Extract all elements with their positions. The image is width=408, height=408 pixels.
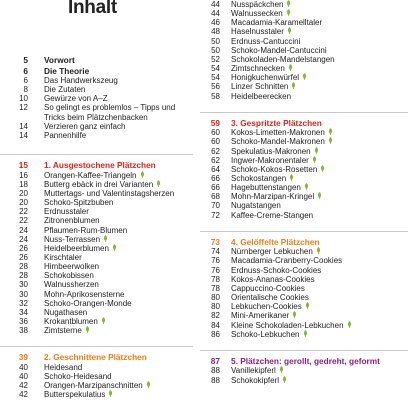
toc-entry-nusspäckchen	[200, 0, 408, 9]
entry-title: Nürnberger Lebkuchen	[231, 247, 313, 257]
entry-title: Zimtsterne	[44, 326, 82, 336]
page-number: 26	[19, 243, 28, 253]
page-number: 14	[19, 121, 28, 131]
page-number: 62	[211, 146, 220, 156]
page-number: 60	[211, 137, 220, 147]
leaf-icon	[286, 0, 291, 7]
toc-entry-walnussecken	[200, 9, 408, 18]
toc-entry-orientalische-cookies	[200, 293, 408, 302]
leaf-icon	[288, 64, 293, 71]
entry-title: Walnussherzen	[44, 280, 99, 290]
entry-title: Mohn-Marzipan-Kringel	[231, 192, 315, 202]
toc-entry-heidelbeerblumen	[0, 244, 193, 253]
toc-entry-himbeerwolken	[0, 262, 193, 271]
page-number: 16	[19, 170, 28, 180]
toc-entry-kleine-schokoladen-lebkuchen	[200, 321, 408, 330]
page-number: 88	[211, 366, 220, 376]
page-number: 22	[19, 216, 28, 226]
entry-title: Cappuccino-Cookies	[231, 283, 305, 293]
entry-title: Butterspekulatius	[44, 390, 106, 400]
page-number: 14	[19, 130, 28, 140]
page-number: 18	[19, 179, 28, 189]
page-number: 26	[19, 253, 28, 262]
entry-title: Verzieren ganz einfach	[44, 121, 126, 131]
leaf-icon	[347, 321, 352, 328]
entry-title: Schoko-Orangen-Monde	[44, 298, 132, 308]
toc-entry-das-handwerkszeug	[0, 76, 193, 85]
entry-title: Kokos-Limetten-Makronen	[231, 128, 325, 138]
page-number: 28	[19, 262, 28, 272]
leaf-icon	[103, 235, 108, 242]
toc-entry-schoko-kokos-rosetten	[200, 165, 408, 174]
toc-entry-schokobissen	[0, 271, 193, 280]
leaf-icon	[289, 174, 294, 181]
entry-title: Erdnuss-Schoko-Cookies	[231, 265, 322, 275]
toc-entry-nugathasen	[0, 308, 193, 317]
toc-entry-walnussherzen	[0, 280, 193, 289]
toc-entry-schoko-spitzbuben	[0, 198, 193, 207]
page-number: 10	[19, 94, 28, 104]
leaf-icon	[304, 183, 309, 190]
page-number: 54	[211, 64, 220, 74]
chapter-heading-1-ausgestochene-plätzchen	[0, 154, 193, 171]
page-number: 8	[23, 85, 28, 95]
leaf-icon	[314, 147, 319, 154]
toc-entry-muttertags-und-valentinstagsherzen	[0, 189, 193, 198]
toc-entry-butterspekulatius	[0, 390, 193, 399]
entry-title: Hagebuttenstangen	[231, 183, 301, 193]
leaf-icon	[286, 9, 291, 16]
page-number: 6	[23, 76, 28, 85]
leaf-icon	[302, 73, 307, 80]
leaf-icon	[282, 376, 287, 383]
entry-title: Das Handwerkszeug	[44, 76, 118, 85]
entry-title: Heidelbeerblumen	[44, 243, 109, 253]
toc-entry-kirschtaler	[0, 253, 193, 262]
entry-title: Kirschtaler	[44, 253, 82, 262]
page-number: 68	[211, 192, 220, 202]
toc-entry-schokostangen	[200, 174, 408, 183]
page-number: 12	[19, 103, 28, 113]
entry-title: Himbeerwolken	[44, 262, 100, 272]
page-number: 30	[19, 289, 28, 299]
chapter-heading-4-gelöffelte-plätzchen	[200, 231, 408, 248]
chapter-heading-2-geschnittene-plätzchen	[0, 346, 193, 363]
entry-title: 2. Geschnittene Plätzchen	[44, 352, 147, 363]
leaf-icon	[279, 366, 284, 373]
entry-title: Kokos-Ananas-Cookies	[231, 274, 315, 284]
entry-title: Schoko-Spitzbuben	[44, 198, 114, 208]
entry-title: Spekulatius-Makronen	[231, 146, 311, 156]
toc-entry-mohn-aprikosensterne	[0, 290, 193, 299]
page-number: 58	[211, 91, 220, 101]
entry-title: Mohn-Aprikosensterne	[44, 289, 125, 299]
entry-title: Orientalische Cookies	[231, 293, 309, 303]
toc-entry-schokokipferl	[200, 376, 408, 385]
leaf-icon	[292, 311, 297, 318]
toc-entry-orangen-marzipanschnitten	[0, 381, 193, 390]
leaf-icon	[101, 317, 106, 324]
entry-title: So gelingt es problemlos – Tipps und Tricks beim Plätzchenbacken	[44, 103, 176, 122]
entry-title: Schokobissen	[44, 271, 94, 281]
toc-entry-linzer-schnitten	[200, 82, 408, 91]
toc-entry-heidelbeerecken	[200, 92, 408, 101]
page-number: 20	[19, 188, 28, 198]
leaf-icon	[140, 171, 145, 178]
page-number: 28	[19, 271, 28, 281]
toc-entry-schoko-mandel-cantuccini	[200, 46, 408, 55]
toc-entry-ingwer-makronentaler	[200, 156, 408, 165]
toc-entry-nürnberger-lebkuchen	[200, 247, 408, 256]
entry-title: Kaffee-Creme-Stangen	[231, 210, 314, 220]
page-number: 40	[19, 372, 28, 382]
entry-title: Schoko-Kokos-Rosetten	[231, 164, 318, 174]
entry-title: 1. Ausgestochene Plätzchen	[44, 160, 156, 171]
toc-entry-cappuccino-cookies	[200, 284, 408, 293]
toc-entry-mini-amerikaner	[200, 311, 408, 320]
page-number: 44	[211, 9, 220, 19]
page-number: 66	[211, 174, 220, 183]
toc-entry-kaffee-creme-stangen	[200, 211, 408, 220]
toc-entry-schoko-orangen-monde	[0, 299, 193, 308]
page-number: 70	[211, 201, 220, 211]
page-number: 62	[211, 155, 220, 165]
toc-entry-die-zutaten	[0, 85, 193, 94]
toc-entry-erdnusstaler	[0, 207, 193, 216]
page-number: 40	[19, 362, 28, 372]
leaf-icon	[303, 330, 308, 337]
chapter-heading-5-plätzchen-gerollt-gedreht-geformt	[200, 350, 408, 367]
entry-title: Schokoladen-Mandelstangen	[231, 54, 335, 64]
toc-entry-erdnuss-cantuccini	[200, 37, 408, 46]
leaf-icon	[328, 128, 333, 135]
leaf-icon	[85, 326, 90, 333]
entry-title: Nugatstangen	[231, 201, 281, 211]
entry-title: Nuss-Terrassen	[44, 234, 101, 244]
toc-entry-nuss-terrassen	[0, 235, 193, 244]
toc-entry-erdnuss-schoko-cookies	[200, 266, 408, 275]
leaf-icon	[312, 156, 317, 163]
entry-title: Schokostangen	[231, 174, 287, 183]
toc-entry-nugatstangen	[200, 201, 408, 210]
toc-entry-schoko-heidesand	[0, 372, 193, 381]
entry-title: Butterg ebäck in drei Varianten	[44, 179, 154, 189]
toc-entry-heidesand	[0, 363, 193, 372]
page-number: 59	[210, 117, 220, 128]
toc-entry-macadamia-karamelltaler	[200, 18, 408, 27]
leaf-icon	[146, 381, 151, 388]
leaf-icon	[320, 165, 325, 172]
leaf-icon	[328, 137, 333, 144]
page-number: 20	[19, 198, 28, 208]
page-number: 76	[211, 256, 220, 266]
page-number: 24	[19, 234, 28, 244]
page-number: 15	[18, 160, 28, 171]
toc-entry-butterg-ebäck-in-drei-varianten	[0, 180, 193, 189]
page-number: 6	[23, 65, 28, 76]
toc-entry-zimtschnecken	[200, 64, 408, 73]
entry-title: Schoko-Heidesand	[44, 372, 112, 382]
entry-title: Gewürze von A–Z	[44, 94, 108, 104]
toc-entry-pflaumen-rum-blumen	[0, 226, 193, 235]
entry-title: Zimtschnecken	[231, 64, 285, 74]
page-number: 80	[211, 302, 220, 312]
entry-title: Vorwort	[44, 55, 75, 65]
toc-entry-so-gelingt-es-problemlos-tipps-und-tricks-beim-plätzchenbacken	[0, 103, 193, 121]
toc-entry-haselnusstaler	[200, 27, 408, 36]
entry-title: Pannenhilfe	[44, 130, 87, 140]
toc-entry-vanillekipferl	[200, 366, 408, 375]
page-number: 73	[210, 236, 220, 247]
entry-title: Macadamia-Cranberry-Cookies	[231, 256, 343, 266]
page-number: 60	[211, 128, 220, 138]
toc-entry-kokos-limetten-makronen	[200, 128, 408, 137]
toc-entry-schokoladen-mandelstangen	[200, 55, 408, 64]
entry-title: 3. Gespritzte Plätzchen	[231, 117, 322, 128]
entry-title: Walnussecken	[231, 9, 283, 19]
toc-entry-krokantblumen	[0, 317, 193, 326]
entry-title: Vanillekipferl	[231, 366, 276, 376]
toc-entry-spekulatius-makronen	[200, 147, 408, 156]
toc-entry-vorwort	[0, 55, 193, 66]
toc-entry-schoko-lebkuchen	[200, 330, 408, 339]
page-number: 30	[19, 280, 28, 290]
toc-entry-gewürze-von-a-z	[0, 94, 193, 103]
entry-title: Pflaumen-Rum-Blumen	[44, 225, 128, 235]
page-number: 38	[19, 326, 28, 336]
leaf-icon	[291, 82, 296, 89]
leaf-icon	[108, 390, 113, 397]
toc-entry-orangen-kaffee-triangeln	[0, 171, 193, 180]
entry-title: Muttertags- und Valentinstagsherzen	[44, 188, 175, 198]
entry-title: 5. Plätzchen: gerollt, gedreht, geformt	[231, 355, 380, 366]
entry-title: Linzer Schnitten	[231, 82, 289, 92]
leaf-icon	[305, 302, 310, 309]
page-number: 82	[211, 311, 220, 321]
page-number: 64	[211, 164, 220, 174]
leaf-icon	[287, 27, 292, 34]
entry-title: Mini-Amerikaner	[231, 311, 290, 321]
toc-entry-verzieren-ganz-einfach	[0, 122, 193, 131]
toc-entry-lebkuchen-cookies	[200, 302, 408, 311]
page-number: 72	[211, 210, 220, 220]
toc-entry-pannenhilfe	[0, 131, 193, 140]
page-number: 88	[211, 375, 220, 385]
toc-entry-hagebuttenstangen	[200, 183, 408, 192]
page-number: 80	[211, 293, 220, 303]
entry-title: Erdnuss-Cantuccini	[231, 36, 301, 46]
entry-title: Haselnusstaler	[231, 27, 284, 37]
entry-title: Zitronenblumen	[44, 216, 100, 226]
entry-title: Schoko-Mandel-Makronen	[231, 137, 325, 147]
leaf-icon	[316, 247, 321, 254]
entry-title: Heidelbeerecken	[231, 91, 292, 101]
page-number: 5	[23, 55, 28, 65]
page-number: 50	[211, 45, 220, 55]
page-number: 74	[211, 247, 220, 257]
toc-entry-zimtsterne	[0, 326, 193, 335]
toc-entry-macadamia-cranberry-cookies	[200, 256, 408, 265]
page-number: 50	[211, 36, 220, 46]
page-number: 78	[211, 274, 220, 284]
page-number: 39	[18, 352, 28, 363]
entry-title: Schoko-Mandel-Cantuccini	[231, 45, 327, 55]
page-number: 56	[211, 82, 220, 92]
page-number: 48	[211, 27, 220, 37]
page-number: 66	[211, 183, 220, 193]
entry-title: Die Zutaten	[44, 85, 86, 95]
page-number: 46	[211, 18, 220, 28]
entry-title: Nugathasen	[44, 307, 88, 317]
entry-title: Schoko-Lebkuchen	[231, 329, 300, 339]
page-number: 87	[210, 355, 220, 366]
page-number: 84	[211, 320, 220, 330]
entry-title: Macadamia-Karamelltaler	[231, 18, 323, 28]
toc-entry-kokos-ananas-cookies	[200, 275, 408, 284]
leaf-icon	[112, 244, 117, 251]
entry-title: Lebkuchen-Cookies	[231, 302, 302, 312]
entry-title: Orangen-Marzipanschnitten	[44, 381, 143, 391]
page-title: Inhalt	[68, 0, 117, 18]
leaf-icon	[317, 192, 322, 199]
entry-title: Nusspäckchen	[231, 0, 284, 9]
page-number: 32	[19, 298, 28, 308]
page-number: 54	[211, 73, 220, 83]
entry-title: Honigkuchenwürfel	[231, 73, 300, 83]
page-number: 24	[19, 225, 28, 235]
page-number: 44	[211, 0, 220, 9]
toc-entry-zitronenblumen	[0, 216, 193, 225]
toc-entry-schoko-mandel-makronen	[200, 137, 408, 146]
page-number: 36	[19, 317, 28, 327]
entry-title: Heidesand	[44, 362, 83, 372]
page-number: 52	[211, 54, 220, 64]
page-number: 78	[211, 283, 220, 293]
entry-title: 4. Gelöffelte Plätzchen	[231, 236, 320, 247]
entry-title: Kleine Schokoladen-Lebkuchen	[231, 320, 344, 330]
page-number: 42	[19, 390, 28, 400]
chapter-heading-3-gespritzte-plätzchen	[200, 112, 408, 129]
toc-entry-die-theorie	[0, 66, 193, 77]
entry-title: Schokokipferl	[231, 375, 280, 385]
entry-title: Krokantblumen	[44, 317, 98, 327]
entry-title: Ingwer-Makronentaler	[231, 155, 309, 165]
entry-title: Erdnusstaler	[44, 207, 89, 217]
leaf-icon	[156, 180, 161, 187]
toc-entry-mohn-marzipan-kringel	[200, 192, 408, 201]
toc-entry-honigkuchenwürfel	[200, 73, 408, 82]
page-number: 22	[19, 207, 28, 217]
page-number: 76	[211, 265, 220, 275]
entry-title: Die Theorie	[44, 65, 90, 76]
entry-title: Orangen-Kaffee-Triangeln	[44, 170, 137, 180]
page-number: 42	[19, 381, 28, 391]
page-number: 86	[211, 329, 220, 339]
page-number: 34	[19, 307, 28, 317]
